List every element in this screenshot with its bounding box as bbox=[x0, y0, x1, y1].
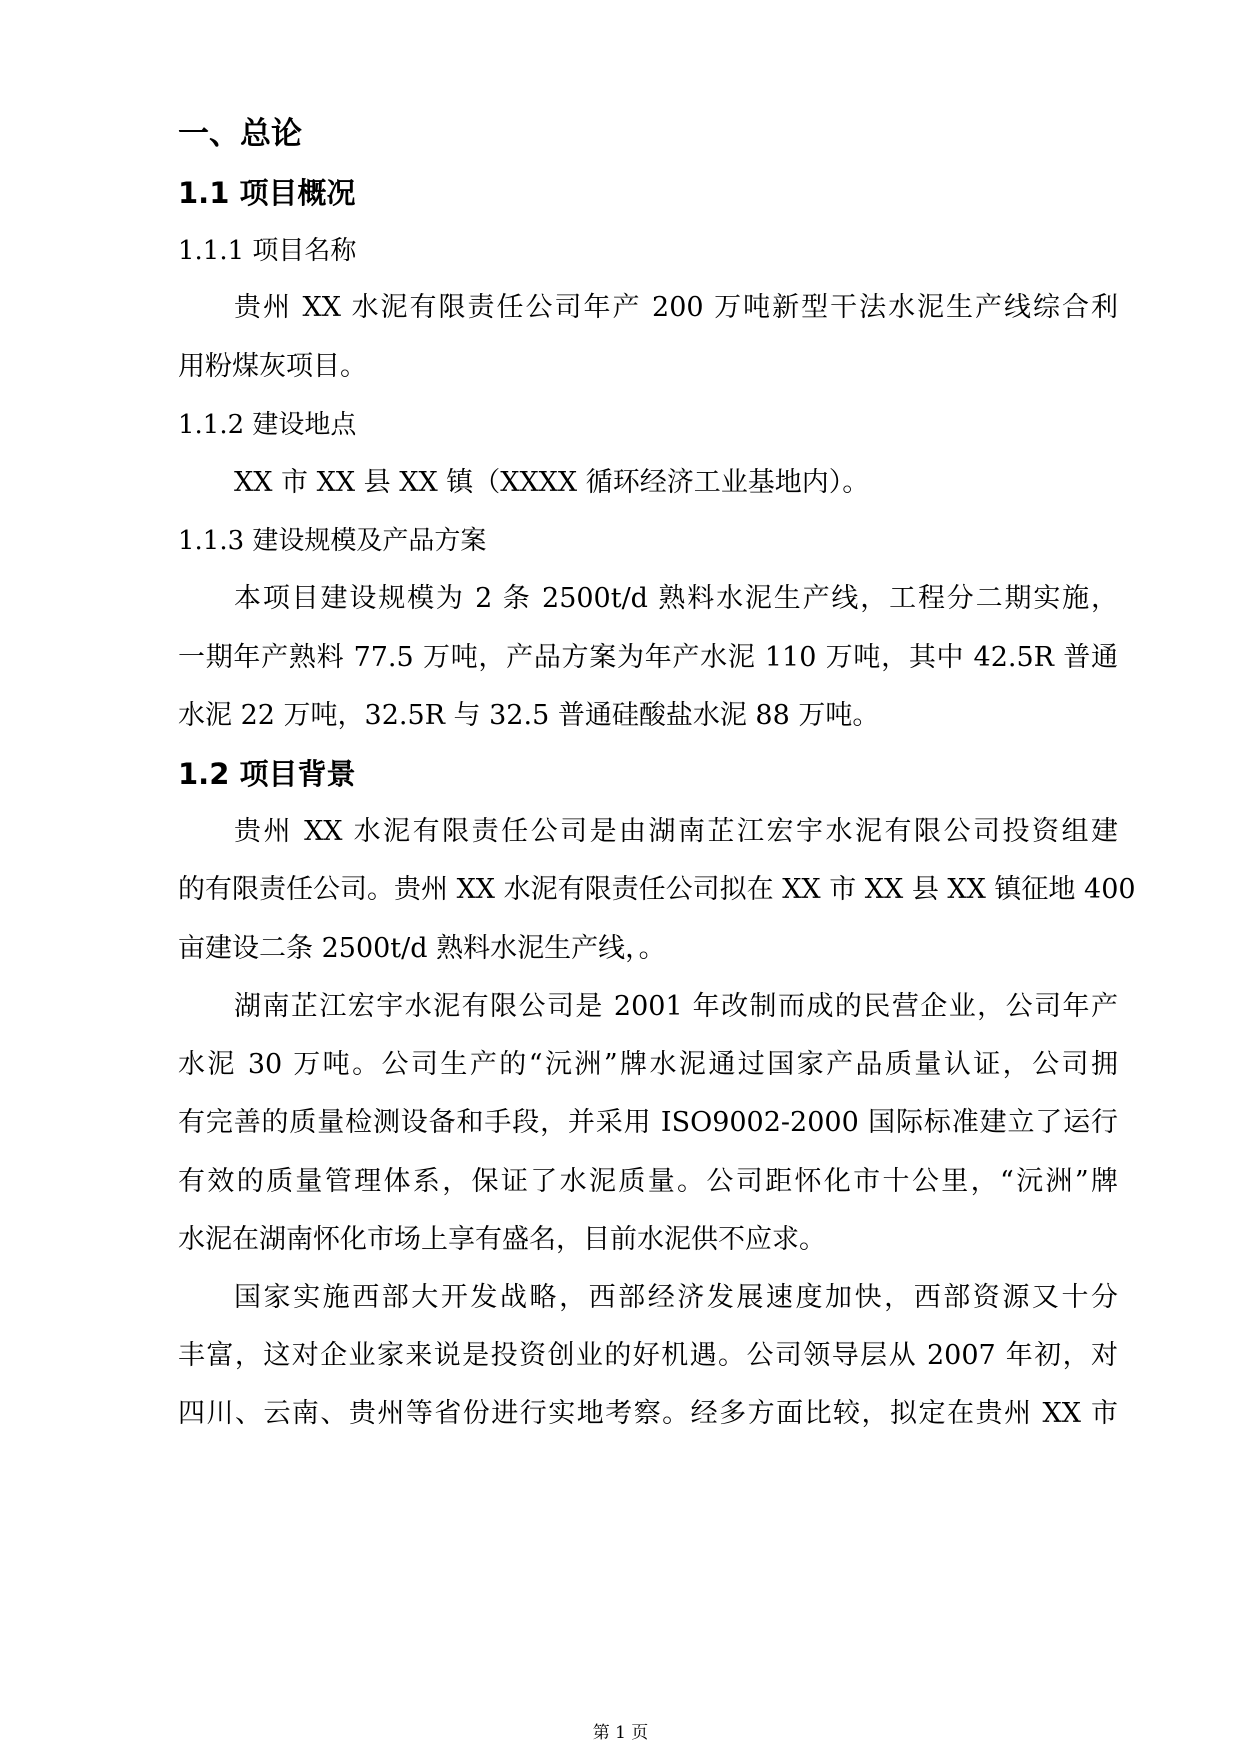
paragraph-line: 有效的质量管理体系，保证了水泥质量。公司距怀化市十公里，“沅洲”牌 bbox=[178, 1166, 1118, 1197]
section-heading-1-1: 1.1 项目概况 bbox=[178, 176, 356, 210]
paragraph-line: 贵州 XX 水泥有限责任公司是由湖南芷江宏宇水泥有限公司投资组建 bbox=[234, 816, 1118, 847]
paragraph-line: 水泥 30 万吨。公司生产的“沅洲”牌水泥通过国家产品质量认证，公司拥 bbox=[178, 1049, 1118, 1080]
section-heading-1-2: 1.2 项目背景 bbox=[178, 757, 356, 791]
subsection-heading-1-1-1: 1.1.1 项目名称 bbox=[178, 236, 357, 266]
paragraph-line: 水泥 22 万吨，32.5R 与 32.5 普通硅酸盐水泥 88 万吨。 bbox=[178, 700, 880, 731]
page-number: 第 1 页 bbox=[592, 1723, 649, 1743]
paragraph-line: 亩建设二条 2500t/d 熟料水泥生产线，。 bbox=[178, 933, 666, 964]
paragraph-line: 湖南芷江宏宇水泥有限公司是 2001 年改制而成的民营企业，公司年产 bbox=[234, 991, 1118, 1022]
paragraph-line: 国家实施西部大开发战略，西部经济发展速度加快，西部资源又十分 bbox=[234, 1282, 1118, 1313]
paragraph-line: 的有限责任公司。贵州 XX 水泥有限责任公司拟在 XX 市 XX 县 XX 镇征地 400 bbox=[178, 874, 1136, 905]
paragraph-line: 本项目建设规模为 2 条 2500t/d 熟料水泥生产线，工程分二期实施， bbox=[234, 583, 1118, 614]
paragraph-line: 水泥在湖南怀化市场上享有盛名，目前水泥供不应求。 bbox=[178, 1224, 826, 1255]
paragraph-line: XX 市 XX 县 XX 镇（XXXX 循环经济工业基地内）。 bbox=[234, 467, 870, 498]
paragraph-line: 四川、云南、贵州等省份进行实地考察。经多方面比较，拟定在贵州 XX 市 bbox=[178, 1398, 1118, 1429]
paragraph-line: 贵州 XX 水泥有限责任公司年产 200 万吨新型干法水泥生产线综合利 bbox=[234, 292, 1118, 323]
paragraph-line: 一期年产熟料 77.5 万吨，产品方案为年产水泥 110 万吨，其中 42.5R 普通 bbox=[178, 642, 1118, 673]
paragraph-line: 用粉煤灰项目。 bbox=[178, 351, 367, 382]
paragraph-line: 丰富，这对企业家来说是投资创业的好机遇。公司领导层从 2007 年初，对 bbox=[178, 1340, 1118, 1371]
paragraph-line: 有完善的质量检测设备和手段，并采用 ISO9002-2000 国际标准建立了运行 bbox=[178, 1107, 1118, 1138]
subsection-heading-1-1-2: 1.1.2 建设地点 bbox=[178, 410, 357, 440]
subsection-heading-1-1-3: 1.1.3 建设规模及产品方案 bbox=[178, 526, 487, 556]
chapter-heading: 一、总论 bbox=[178, 116, 302, 152]
